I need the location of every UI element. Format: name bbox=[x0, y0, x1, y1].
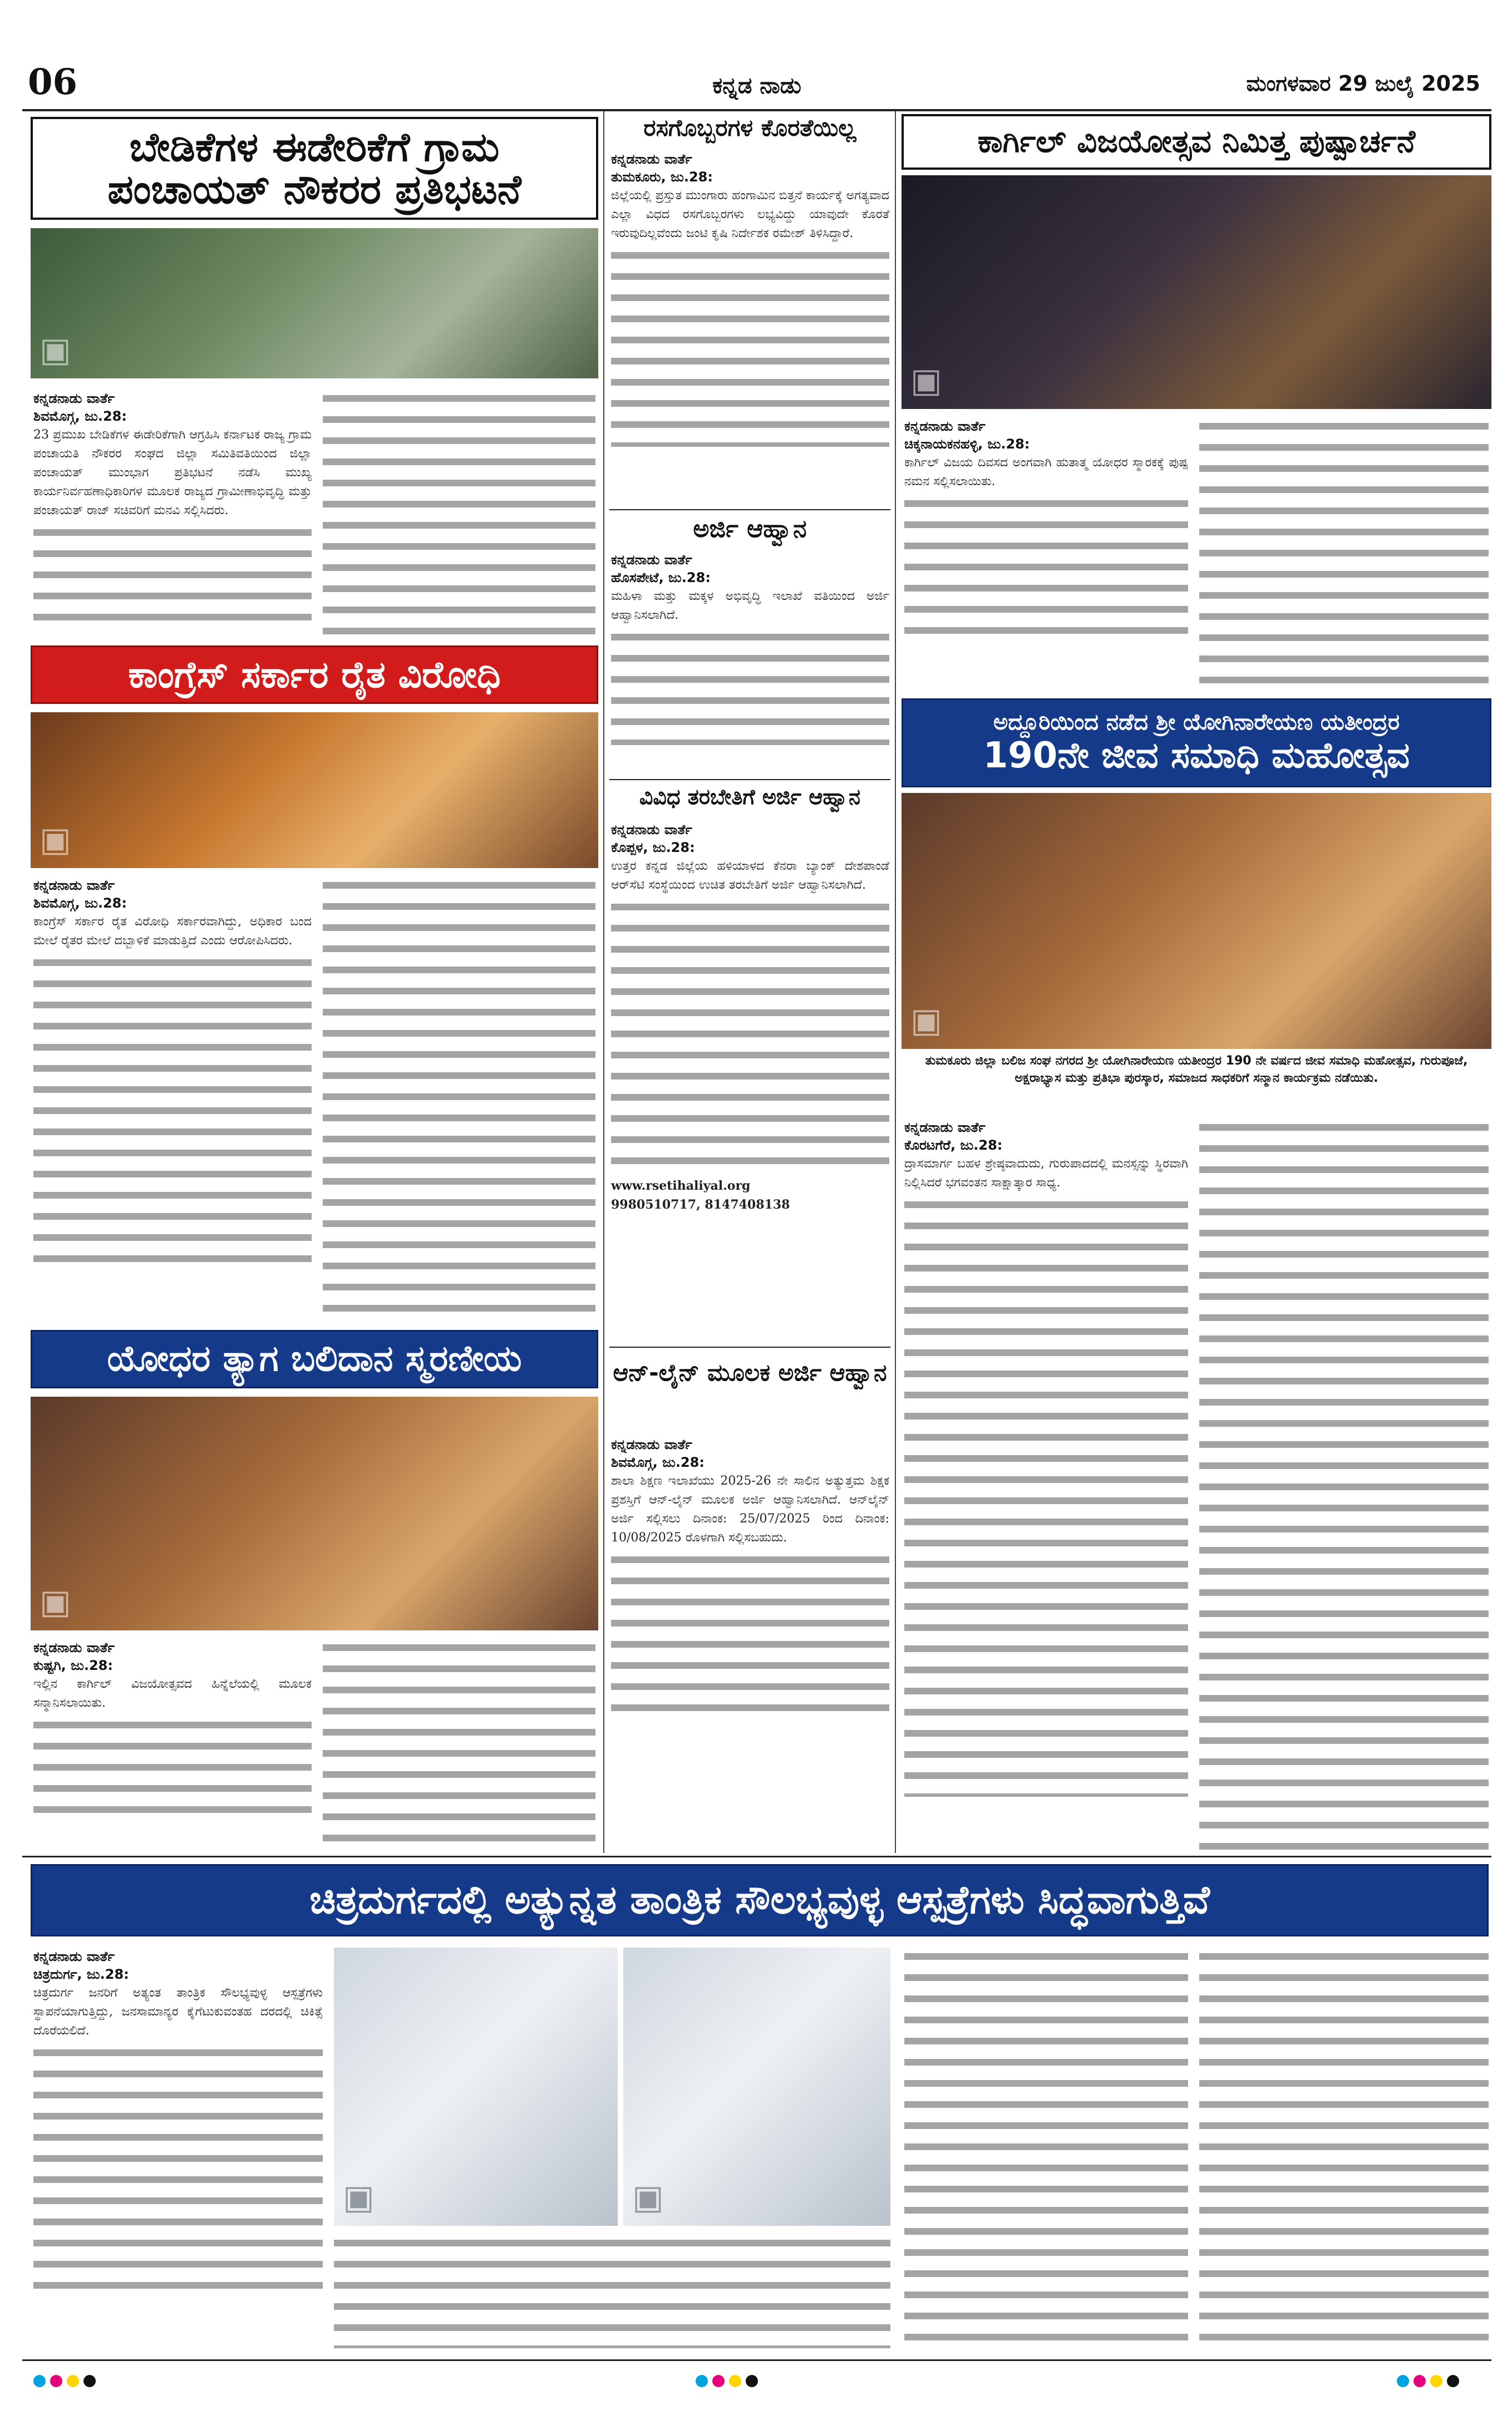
headline-samadhi bbox=[902, 698, 1491, 787]
photo-icon: ▣ bbox=[40, 331, 71, 369]
byline: ಕನ್ನಡನಾಡು ವಾರ್ತೆ bbox=[904, 1120, 986, 1135]
dateline: ಕೊಪ್ಪಳ, ಜು.28: bbox=[611, 840, 695, 856]
photo-congress bbox=[31, 712, 598, 868]
article-kargil-col2 bbox=[1199, 417, 1489, 690]
issue-date: ಮಂಗಳವಾರ 29 ಜುಲೈ 2025 bbox=[1246, 71, 1480, 96]
registration-dot bbox=[50, 2375, 62, 2387]
article-samadhi-col1 bbox=[904, 1118, 1188, 1850]
photo-samadhi bbox=[902, 793, 1491, 1049]
registration-marks-left bbox=[33, 2375, 145, 2397]
article-hospitals-col3 bbox=[904, 1948, 1188, 2348]
body-text-lines bbox=[33, 524, 312, 635]
article-application bbox=[611, 551, 889, 773]
registration-dot bbox=[1414, 2375, 1426, 2387]
masthead: ಕನ್ನಡ ನಾಡು bbox=[712, 72, 801, 98]
headline-kargil: ಕಾರ್ಗಿಲ್ ವಿಜಯೋತ್ಸವ ನಿಮಿತ್ತ ಪುಷ್ಪಾರ್ಚನೆ bbox=[902, 114, 1491, 170]
byline: ಕನ್ನಡನಾಡು ವಾರ್ತೆ bbox=[611, 822, 692, 837]
registration-dot bbox=[746, 2375, 758, 2387]
article-lead: ಚಿತ್ರದುರ್ಗ ಜನರಿಗೆ ಅತ್ಯಂತ ತಾಂತ್ರಿಕ ಸೌಲಭ್ಯವುಳ್ಳ ಆಸ್ಪತ್ರೆಗಳು ಸ್ಥಾಪನೆಯಾಗುತ್ತಿದ್ದು, ಜನಸಾಮಾನ್ಯರ ಕೈಗೆಟುಕುವಂತಹ ದರದಲ್ಲಿ ಚಿಕಿತ್ಸೆ ದೊರೆಯಲಿದೆ. bbox=[33, 1985, 323, 2038]
headline-training: ವಿವಿಧ ತರಬೇತಿಗೆ ಅರ್ಜಿ ಆಹ್ವಾನ bbox=[639, 785, 861, 809]
training-website: www.rsetihaliyal.org bbox=[611, 1178, 751, 1193]
article-hospitals-col2 bbox=[334, 2234, 890, 2348]
dateline: ಕುಷ್ಟಗಿ, ಜು.28: bbox=[33, 1658, 113, 1674]
headline-line: 190ನೇ ಜೀವ ಸಮಾಧಿ ಮಹೋತ್ಸವ bbox=[983, 735, 1410, 777]
article-kargil-col1 bbox=[904, 417, 1188, 690]
section-rule bbox=[609, 509, 890, 510]
dateline: ಕೊರಟಗೆರೆ, ಜು.28: bbox=[904, 1137, 1003, 1154]
body-text-lines bbox=[611, 628, 889, 745]
headline-line: ಪಂಚಾಯತ್ ನೌಕರರ ಪ್ರತಿಭಟನೆ bbox=[107, 165, 521, 213]
byline: ಕನ್ನಡನಾಡು ವಾರ್ತೆ bbox=[904, 418, 986, 434]
article-fertilizer bbox=[611, 150, 889, 506]
headline-fertilizer: ರಸಗೊಬ್ಬರಗಳ ಕೊರತೆಯಿಲ್ಲ bbox=[643, 114, 856, 141]
photo-hospital-beds bbox=[334, 1948, 618, 2226]
photo-icon: ▣ bbox=[910, 361, 942, 400]
article-lead: ದ್ರಾಸಮಾರ್ಗ ಬಹಳ ಶ್ರೇಷ್ಠವಾದುದು, ಗುರುಪಾದದಲ್ಲಿ ಮನಸ್ಸನ್ನು ಸ್ಥಿರವಾಗಿ ನಿಲ್ಲಿಸಿದರೆ ಭಗವಂತನ ಸಾಕ್ಷಾತ್ಕಾರ ಸಾಧ್ಯ. bbox=[904, 1156, 1188, 1190]
byline: ಕನ್ನಡನಾಡು ವಾರ್ತೆ bbox=[611, 1437, 692, 1452]
photo-icon: ▣ bbox=[40, 1583, 71, 1622]
body-text-lines bbox=[904, 1196, 1188, 1797]
body-text-lines bbox=[904, 495, 1188, 639]
section-rule bbox=[22, 1856, 1491, 1857]
article-lead: ಕಾರ್ಗಿಲ್ ವಿಜಯ ದಿವಸದ ಅಂಗವಾಗಿ ಹುತಾತ್ಮ ಯೋಧರ ಸ್ಮಾರಕಕ್ಕೆ ಪುಷ್ಪ ನಮನ ಸಲ್ಲಿಸಲಾಯಿತು. bbox=[904, 455, 1188, 489]
dateline: ಹೊಸಪೇಟೆ, ಜು.28: bbox=[611, 570, 711, 586]
article-lead: ಜಿಲ್ಲೆಯಲ್ಲಿ ಪ್ರಸ್ತುತ ಮುಂಗಾರು ಹಂಗಾಮಿನ ಬಿತ್ತನೆ ಕಾರ್ಯಕ್ಕೆ ಅಗತ್ಯವಾದ ಎಲ್ಲಾ ವಿಧದ ರಸಗೊಬ್ಬರಗಳು ಲಭ್ಯವಿದ್ದು ಯಾವುದೇ ಕೊರತೆ ಇರುವುದಿಲ್ಲವೆಂದು ಜಂಟಿ ಕೃಷಿ ನಿರ್ದೇಶಕ ರಮೇಶ್ ತಿಳಿಸಿದ್ದಾರೆ. bbox=[611, 188, 889, 240]
body-text-lines bbox=[611, 247, 889, 447]
article-congress-col2 bbox=[323, 876, 595, 1316]
headline-line: ಅದ್ದೂರಿಯಿಂದ ನಡೆದ ಶ್ರೀ ಯೋಗಿನಾರೇಯಣ ಯತೀಂದ್ರರ bbox=[993, 709, 1400, 736]
dateline: ಶಿವಮೊಗ್ಗ, ಜು.28: bbox=[611, 1455, 705, 1471]
registration-dot bbox=[712, 2375, 725, 2387]
dateline: ಶಿವಮೊಗ್ಗ, ಜು.28: bbox=[33, 895, 127, 911]
article-lead: ಇಲ್ಲಿನ ಕಾರ್ಗಿಲ್ ವಿಜಯೋತ್ಸವದ ಹಿನ್ನೆಲೆಯಲ್ಲಿ ಮೂಲಕ ಸನ್ಮಾನಿಸಲಾಯಿತು. bbox=[33, 1677, 312, 1710]
body-text-lines bbox=[33, 954, 312, 1265]
article-lead: ಶಾಲಾ ಶಿಕ್ಷಣ ಇಲಾಖೆಯು 2025-26 ನೇ ಸಾಲಿನ ಅತ್ಯುತ್ತಮ ಶಿಕ್ಷಕ ಪ್ರಶಸ್ತಿಗೆ ಆನ್-ಲೈನ್ ಮೂಲಕ ಅರ್ಜಿ ಆಹ್ವಾನಿಸಲಾಗಿದೆ. ಆನ್‌ಲೈನ್ ಅರ್ಜಿ ಸಲ್ಲಿಸಲು ದಿನಾಂಕ: 25/07/2025 ರಿಂದ ದಿನಾಂಕ: 10/08/2025 ರೊಳಗಾಗಿ ಸಲ್ಲಿಸಬಹುದು. bbox=[611, 1473, 889, 1545]
article-lead: ಉತ್ತರ ಕನ್ನಡ ಜಿಲ್ಲೆಯ ಹಳಿಯಾಳದ ಕೆನರಾ ಬ್ಯಾಂಕ್ ದೇಶಪಾಂಡೆ ಆರ್‌ಸೆಟಿ ಸಂಸ್ಥೆಯಿಂದ ಉಚಿತ ತರಬೇತಿಗೆ ಅರ್ಜಿ ಆಹ್ವಾನಿಸಲಾಗಿದೆ. bbox=[611, 859, 889, 892]
byline: ಕನ್ನಡನಾಡು ವಾರ್ತೆ bbox=[33, 1640, 115, 1655]
article-hospitals-col4 bbox=[1199, 1948, 1489, 2348]
header-rule bbox=[22, 109, 1491, 111]
article-lead: ಮಹಿಳಾ ಮತ್ತು ಮಕ್ಕಳ ಅಭಿವೃದ್ಧಿ ಇಲಾಖೆ ವತಿಯಿಂದ ಅರ್ಜಿ ಆಹ್ವಾನಿಸಲಾಗಿದೆ. bbox=[611, 589, 889, 622]
column-divider bbox=[895, 111, 896, 1853]
registration-dot bbox=[1397, 2375, 1409, 2387]
photo-icon: ▣ bbox=[40, 820, 71, 859]
registration-marks-center bbox=[696, 2375, 807, 2397]
registration-dot bbox=[83, 2375, 96, 2387]
registration-dot bbox=[1430, 2375, 1442, 2387]
article-samadhi-col2 bbox=[1199, 1118, 1489, 1850]
article-hospitals-col1 bbox=[33, 1948, 323, 2348]
article-panchayat-col1 bbox=[33, 390, 312, 690]
byline: ಕನ್ನಡನಾಡು ವಾರ್ತೆ bbox=[611, 151, 692, 167]
body-text-lines bbox=[33, 2044, 323, 2300]
registration-dot bbox=[33, 2375, 46, 2387]
headline-soldiers: ಯೋಧರ ತ್ಯಾಗ ಬಲಿದಾನ ಸ್ಮರಣೀಯ bbox=[31, 1330, 598, 1388]
registration-dot bbox=[729, 2375, 741, 2387]
photo-icon: ▣ bbox=[632, 2178, 664, 2217]
byline: ಕನ್ನಡನಾಡು ವಾರ್ತೆ bbox=[33, 1949, 115, 1964]
article-online-application bbox=[611, 1436, 889, 1850]
dateline: ಚಿತ್ರದುರ್ಗ, ಜು.28: bbox=[33, 1967, 129, 1983]
article-panchayat-col2 bbox=[323, 390, 595, 690]
byline: ಕನ್ನಡನಾಡು ವಾರ್ತೆ bbox=[33, 391, 115, 406]
headline-hospitals: ಚಿತ್ರದುರ್ಗದಲ್ಲಿ ಅತ್ಯುನ್ನತ ತಾಂತ್ರಿಕ ಸೌಲಭ್ಯವುಳ್ಳ ಆಸ್ಪತ್ರೆಗಳು ಸಿದ್ಧವಾಗುತ್ತಿವೆ bbox=[31, 1864, 1489, 1936]
column-divider bbox=[603, 111, 604, 1853]
byline: ಕನ್ನಡನಾಡು ವಾರ್ತೆ bbox=[33, 878, 115, 893]
article-soldiers-col1 bbox=[33, 1639, 312, 1850]
registration-marks-right bbox=[1397, 2375, 1508, 2397]
dateline: ತುಮಕೂರು, ಜು.28: bbox=[611, 169, 713, 185]
body-text-lines bbox=[611, 1551, 889, 1718]
registration-dot bbox=[1447, 2375, 1459, 2387]
headline-congress: ಕಾಂಗ್ರೆಸ್ ಸರ್ಕಾರ ರೈತ ವಿರೋಧಿ bbox=[31, 645, 598, 704]
photo-icon: ▣ bbox=[343, 2178, 375, 2217]
article-lead: 23 ಪ್ರಮುಖ ಬೇಡಿಕೆಗಳ ಈಡೇರಿಕೆಗಾಗಿ ಆಗ್ರಹಿಸಿ ಕರ್ನಾಟಕ ರಾಜ್ಯ ಗ್ರಾಮ ಪಂಚಾಯತಿ ನೌಕರರ ಸಂಘದ ಜಿಲ್ಲಾ ಸಮಿತಿವತಿಯಿಂದ ಜಿಲ್ಲಾ ಪಂಚಾಯತ್ ಮುಂಭಾಗ ಪ್ರತಿಭಟನೆ ನಡೆಸಿ ಮುಖ್ಯ ಕಾರ್ಯನಿರ್ವಹಣಾಧಿಕಾರಿಗಳ ಮೂಲಕ ರಾಜ್ಯದ ಗ್ರಾಮೀಣಾಭಿವೃದ್ಧಿ ಮತ್ತು ಪಂಚಾಯತ್ ರಾಜ್ ಸಚಿವರಿಗೆ ಮನವಿ ಸಲ್ಲಿಸಿದರು. bbox=[33, 427, 312, 518]
article-soldiers-col2 bbox=[323, 1639, 595, 1850]
footer-rule bbox=[22, 2359, 1491, 2361]
headline-application: ಅರ್ಜಿ ಆಹ್ವಾನ bbox=[693, 515, 807, 543]
dateline: ಶಿವಮೊಗ್ಗ, ಜು.28: bbox=[33, 408, 127, 425]
section-rule bbox=[609, 779, 890, 780]
headline-online-application: ಆನ್-ಲೈನ್ ಮೂಲಕ ಅರ್ಜಿ ಆಹ್ವಾನ bbox=[613, 1359, 887, 1386]
photo-kargil bbox=[902, 175, 1491, 409]
photo-icon: ▣ bbox=[910, 1001, 942, 1040]
byline: ಕನ್ನಡನಾಡು ವಾರ್ತೆ bbox=[611, 552, 692, 568]
article-lead: ಕಾಂಗ್ರೆಸ್ ಸರ್ಕಾರ ರೈತ ವಿರೋಧಿ ಸರ್ಕಾರವಾಗಿದ್ದು, ಅಧಿಕಾರ ಬಂದ ಮೇಲೆ ರೈತರ ಮೇಲೆ ದಬ್ಬಾಳಿಕೆ ಮಾಡುತ್ತಿದೆ ಎಂದು ಆರೋಪಿಸಿದರು. bbox=[33, 914, 312, 948]
registration-dot bbox=[696, 2375, 708, 2387]
photo-panchayat-protest bbox=[31, 228, 598, 378]
headline-panchayat-protest bbox=[31, 117, 598, 220]
body-text-lines bbox=[611, 898, 889, 1176]
article-congress-col1 bbox=[33, 876, 312, 1316]
section-rule bbox=[609, 1347, 890, 1348]
dateline: ಚಿಕ್ಕನಾಯಕನಹಳ್ಳಿ, ಜು.28: bbox=[904, 436, 1030, 452]
headline-line: ಬೇಡಿಕೆಗಳ ಈಡೇರಿಕೆಗೆ ಗ್ರಾಮ bbox=[129, 123, 500, 170]
training-contact-phone: 9980510717, 8147408138 bbox=[611, 1197, 790, 1213]
registration-dot bbox=[67, 2375, 79, 2387]
photo-soldiers bbox=[31, 1397, 598, 1630]
page-number: 06 bbox=[28, 61, 78, 103]
photo-caption: ತುಮಕೂರು ಜಿಲ್ಲಾ ಬಲಿಜ ಸಂಘ ನಗರದ ಶ್ರೀ ಯೋಗಿನಾರೇಯಣ ಯತೀಂದ್ರರ 190 ನೇ ವರ್ಷದ ಜೀವ ಸಮಾಧಿ ಮಹೋತ್ಸವ, ಗುರುಪೂಜೆ, ಅಕ್ಷರಾಭ್ಯಾಸ ಮತ್ತು ಪ್ರತಿಭಾ ಪುರಸ್ಕಾರ, ಸಮಾಜದ ಸಾಧಕರಿಗೆ ಸನ್ಮಾನ ಕಾರ್ಯಕ್ರಮ ನಡೆಯಿತು. bbox=[925, 1054, 1468, 1085]
photo-hospital-equipment bbox=[623, 1948, 890, 2226]
body-text-lines bbox=[33, 1716, 312, 1822]
article-training bbox=[611, 821, 889, 1338]
